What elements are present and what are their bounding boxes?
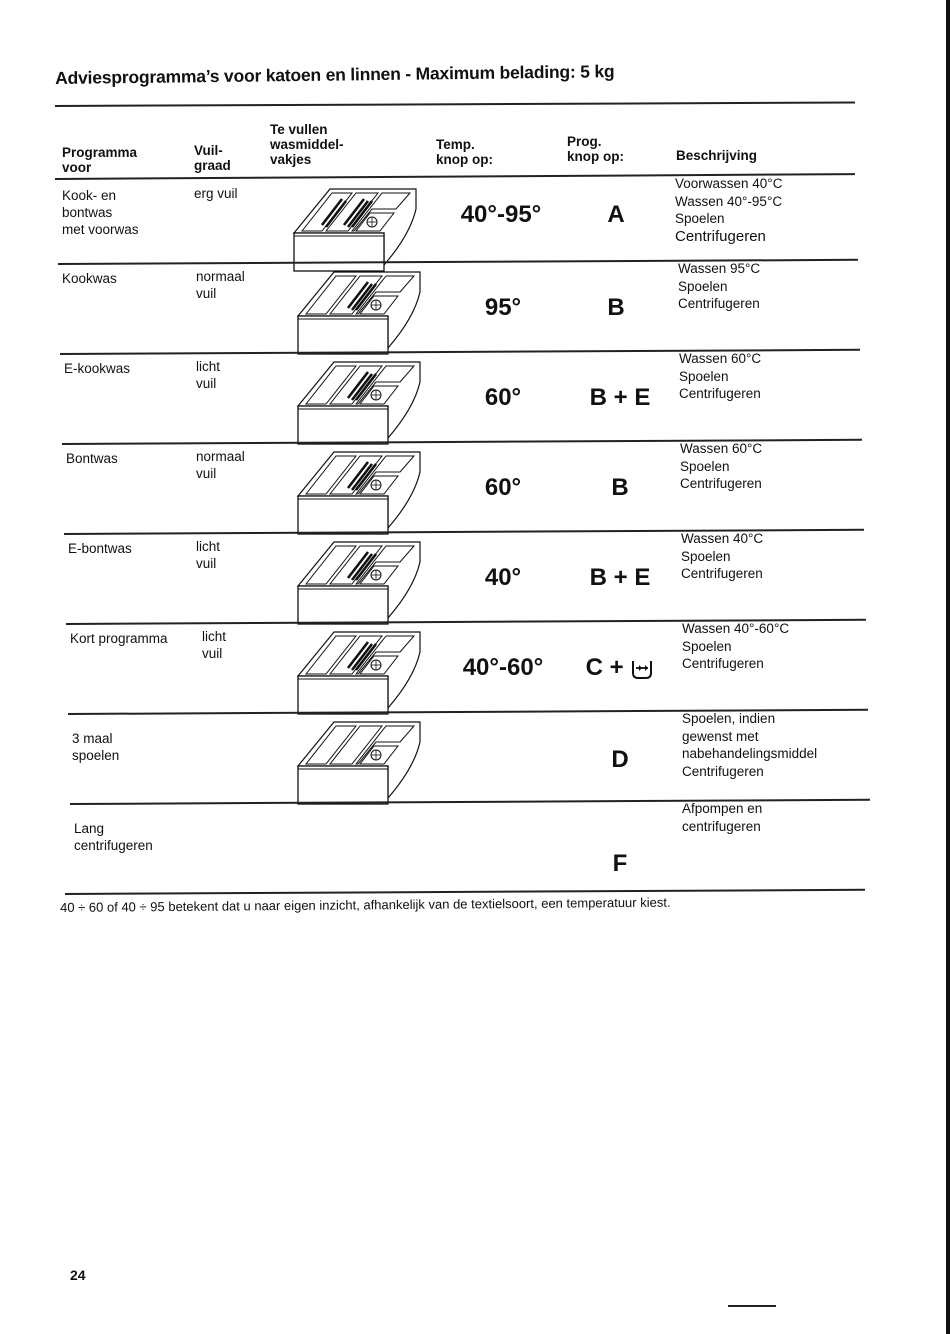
- vuilgraad-line: normaal: [196, 269, 245, 284]
- beschrijving-line: Wassen 95°C: [678, 261, 761, 276]
- short-spin-icon: [630, 657, 654, 681]
- programma-cell: [62, 187, 139, 238]
- prog-label: A: [607, 201, 625, 228]
- detergent-drawer-icon: [296, 358, 426, 446]
- vuilgraad-cell: [202, 628, 226, 662]
- vuilgraad-line: licht: [202, 629, 227, 644]
- title-rule: [55, 102, 855, 107]
- header-vakjes: [270, 122, 344, 167]
- prog-label: D: [611, 746, 629, 773]
- beschrijving-line: Wassen 40°C: [681, 531, 764, 546]
- vuilgraad-line: vuil: [196, 286, 217, 301]
- detergent-drawer-icon: [296, 448, 426, 536]
- beschrijving-line: Wassen 60°C: [680, 441, 763, 456]
- detergent-drawer-icon: [296, 628, 426, 716]
- detergent-drawer-icon: [296, 268, 426, 356]
- beschrijving-cell: [678, 260, 760, 313]
- prog-value: [556, 294, 676, 322]
- prog-value: [560, 384, 680, 412]
- detergent-drawer-icon: [292, 185, 422, 273]
- programma-cell: [62, 270, 117, 287]
- programma-line: centrifugeren: [74, 838, 153, 853]
- temp-value: 40°-60°: [462, 654, 544, 681]
- header-programma: [62, 145, 137, 175]
- header-line: voor: [62, 160, 92, 175]
- programma-line: E-kookwas: [64, 361, 131, 376]
- beschrijving-line: gewenst met: [682, 728, 759, 744]
- beschrijving-cell: [679, 350, 761, 403]
- prog-value: [560, 564, 680, 592]
- table-bottom-rule: [65, 889, 865, 895]
- beschrijving-cell: [682, 620, 789, 673]
- prog-label: C +: [585, 654, 624, 681]
- prog-label: F: [612, 850, 628, 877]
- programma-cell: [70, 630, 168, 647]
- header-line: Programma: [62, 145, 138, 160]
- vuilgraad-line: vuil: [196, 376, 217, 391]
- header-beschrijving: Beschrijving: [676, 148, 758, 163]
- prog-label: B: [611, 474, 629, 501]
- page-mark: [728, 1305, 776, 1307]
- beschrijving-cell: [681, 530, 763, 583]
- prog-value: [560, 850, 680, 878]
- detergent-drawer-icon: [296, 538, 426, 626]
- header-line: knop op:: [567, 149, 624, 164]
- programma-cell: [66, 450, 118, 467]
- prog-value: [560, 746, 680, 774]
- temp-value: 40°-95°: [460, 201, 542, 228]
- vuilgraad-cell: [196, 538, 220, 572]
- temp-value: 60°: [484, 474, 522, 501]
- prog-value: [560, 474, 680, 502]
- programma-line: Kook- en: [62, 188, 117, 203]
- programma-line: Kookwas: [62, 271, 117, 286]
- temp-value: 95°: [484, 294, 522, 321]
- beschrijving-line: Voorwassen 40°C: [675, 176, 783, 191]
- vuilgraad-line: vuil: [196, 466, 217, 481]
- vuilgraad-line: licht: [196, 359, 221, 374]
- programma-line: Kort programma: [70, 631, 168, 646]
- programma-line: E-bontwas: [68, 541, 132, 556]
- prog-value: [560, 654, 680, 682]
- header-line: Prog.: [567, 134, 602, 149]
- prog-label: B + E: [589, 384, 651, 411]
- vuilgraad-line: vuil: [196, 556, 217, 571]
- beschrijving-line: Centrifugeren: [678, 296, 760, 311]
- prog-label: B: [607, 294, 625, 321]
- beschrijving-line: Spoelen: [678, 278, 728, 294]
- beschrijving-line: Centrifugeren: [680, 476, 762, 491]
- beschrijving-line: Centrifugeren: [682, 763, 764, 779]
- beschrijving-line: Spoelen: [679, 368, 729, 384]
- page-edge: [946, 0, 950, 1334]
- programma-line: 3 maal: [72, 731, 113, 746]
- programma-line: bontwas: [62, 205, 113, 220]
- beschrijving-cell: [682, 710, 817, 780]
- beschrijving-line: Centrifugeren: [679, 386, 761, 401]
- header-line: graad: [194, 158, 231, 173]
- header-vuilgraad: [194, 143, 231, 173]
- prog-icon-wrap: [624, 654, 655, 681]
- beschrijving-line: Spoelen: [680, 458, 730, 474]
- programma-cell: [74, 820, 153, 854]
- programma-line: met voorwas: [62, 222, 139, 237]
- beschrijving-line: Wassen 40°-95°C: [675, 193, 783, 209]
- beschrijving-line: Centrifugeren: [682, 656, 764, 671]
- header-prog: [567, 134, 624, 164]
- beschrijving-line: Centrifugeren: [681, 566, 763, 581]
- prog-value: [556, 201, 676, 229]
- vuilgraad-cell: [196, 358, 220, 392]
- temp-value: 60°: [484, 384, 522, 411]
- vuilgraad-line: vuil: [202, 646, 223, 661]
- beschrijving-line: Afpompen en: [682, 801, 763, 816]
- detergent-drawer-icon: [296, 718, 426, 806]
- programma-cell: [64, 360, 130, 377]
- beschrijving-line: Spoelen: [681, 548, 731, 564]
- programma-line: Bontwas: [66, 451, 118, 466]
- beschrijving-cell: [680, 440, 762, 493]
- vuilgraad-line: erg vuil: [194, 186, 238, 201]
- beschrijving-line: Wassen 60°C: [679, 351, 762, 366]
- beschrijving-line: Wassen 40°-60°C: [682, 621, 790, 636]
- programma-line: Lang: [74, 821, 105, 836]
- header-line: Te vullen: [270, 122, 328, 137]
- beschrijving-line: Spoelen: [675, 211, 725, 226]
- header-line: Vuil-: [194, 143, 223, 158]
- vuilgraad-cell: [196, 268, 245, 302]
- vuilgraad-cell: [194, 185, 238, 202]
- programma-line: spoelen: [72, 748, 120, 763]
- page-title: Adviesprogramma’s voor katoen en linnen - Maximum belading: 5 kg: [55, 61, 615, 88]
- prog-label: B + E: [589, 564, 651, 591]
- beschrijving-cell: [682, 800, 762, 835]
- beschrijving-cell: [675, 175, 782, 245]
- header-line: Temp.: [436, 137, 475, 152]
- temp-value: 40°: [484, 564, 522, 591]
- header-line: wasmiddel-: [270, 137, 344, 152]
- vuilgraad-line: normaal: [196, 449, 245, 464]
- beschrijving-line: Spoelen, indien: [682, 711, 776, 726]
- vuilgraad-line: licht: [196, 539, 221, 554]
- beschrijving-line: nabehandelingsmiddel: [682, 746, 818, 761]
- vuilgraad-cell: [196, 448, 245, 482]
- beschrijving-line: Centrifugeren: [675, 227, 766, 245]
- header-line: vakjes: [270, 152, 312, 167]
- programma-cell: [72, 730, 119, 764]
- header-temp: [436, 137, 493, 167]
- programma-cell: [68, 540, 132, 557]
- footnote: 40 ÷ 60 of 40 ÷ 95 betekent dat u naar eigen inzicht, afhankelijk van de textielsoort, een temperatuur kiest.: [60, 894, 671, 915]
- beschrijving-line: Spoelen: [682, 638, 732, 654]
- beschrijving-line: centrifugeren: [682, 818, 761, 834]
- header-line: knop op:: [436, 152, 493, 167]
- page-number: 24: [70, 1267, 86, 1283]
